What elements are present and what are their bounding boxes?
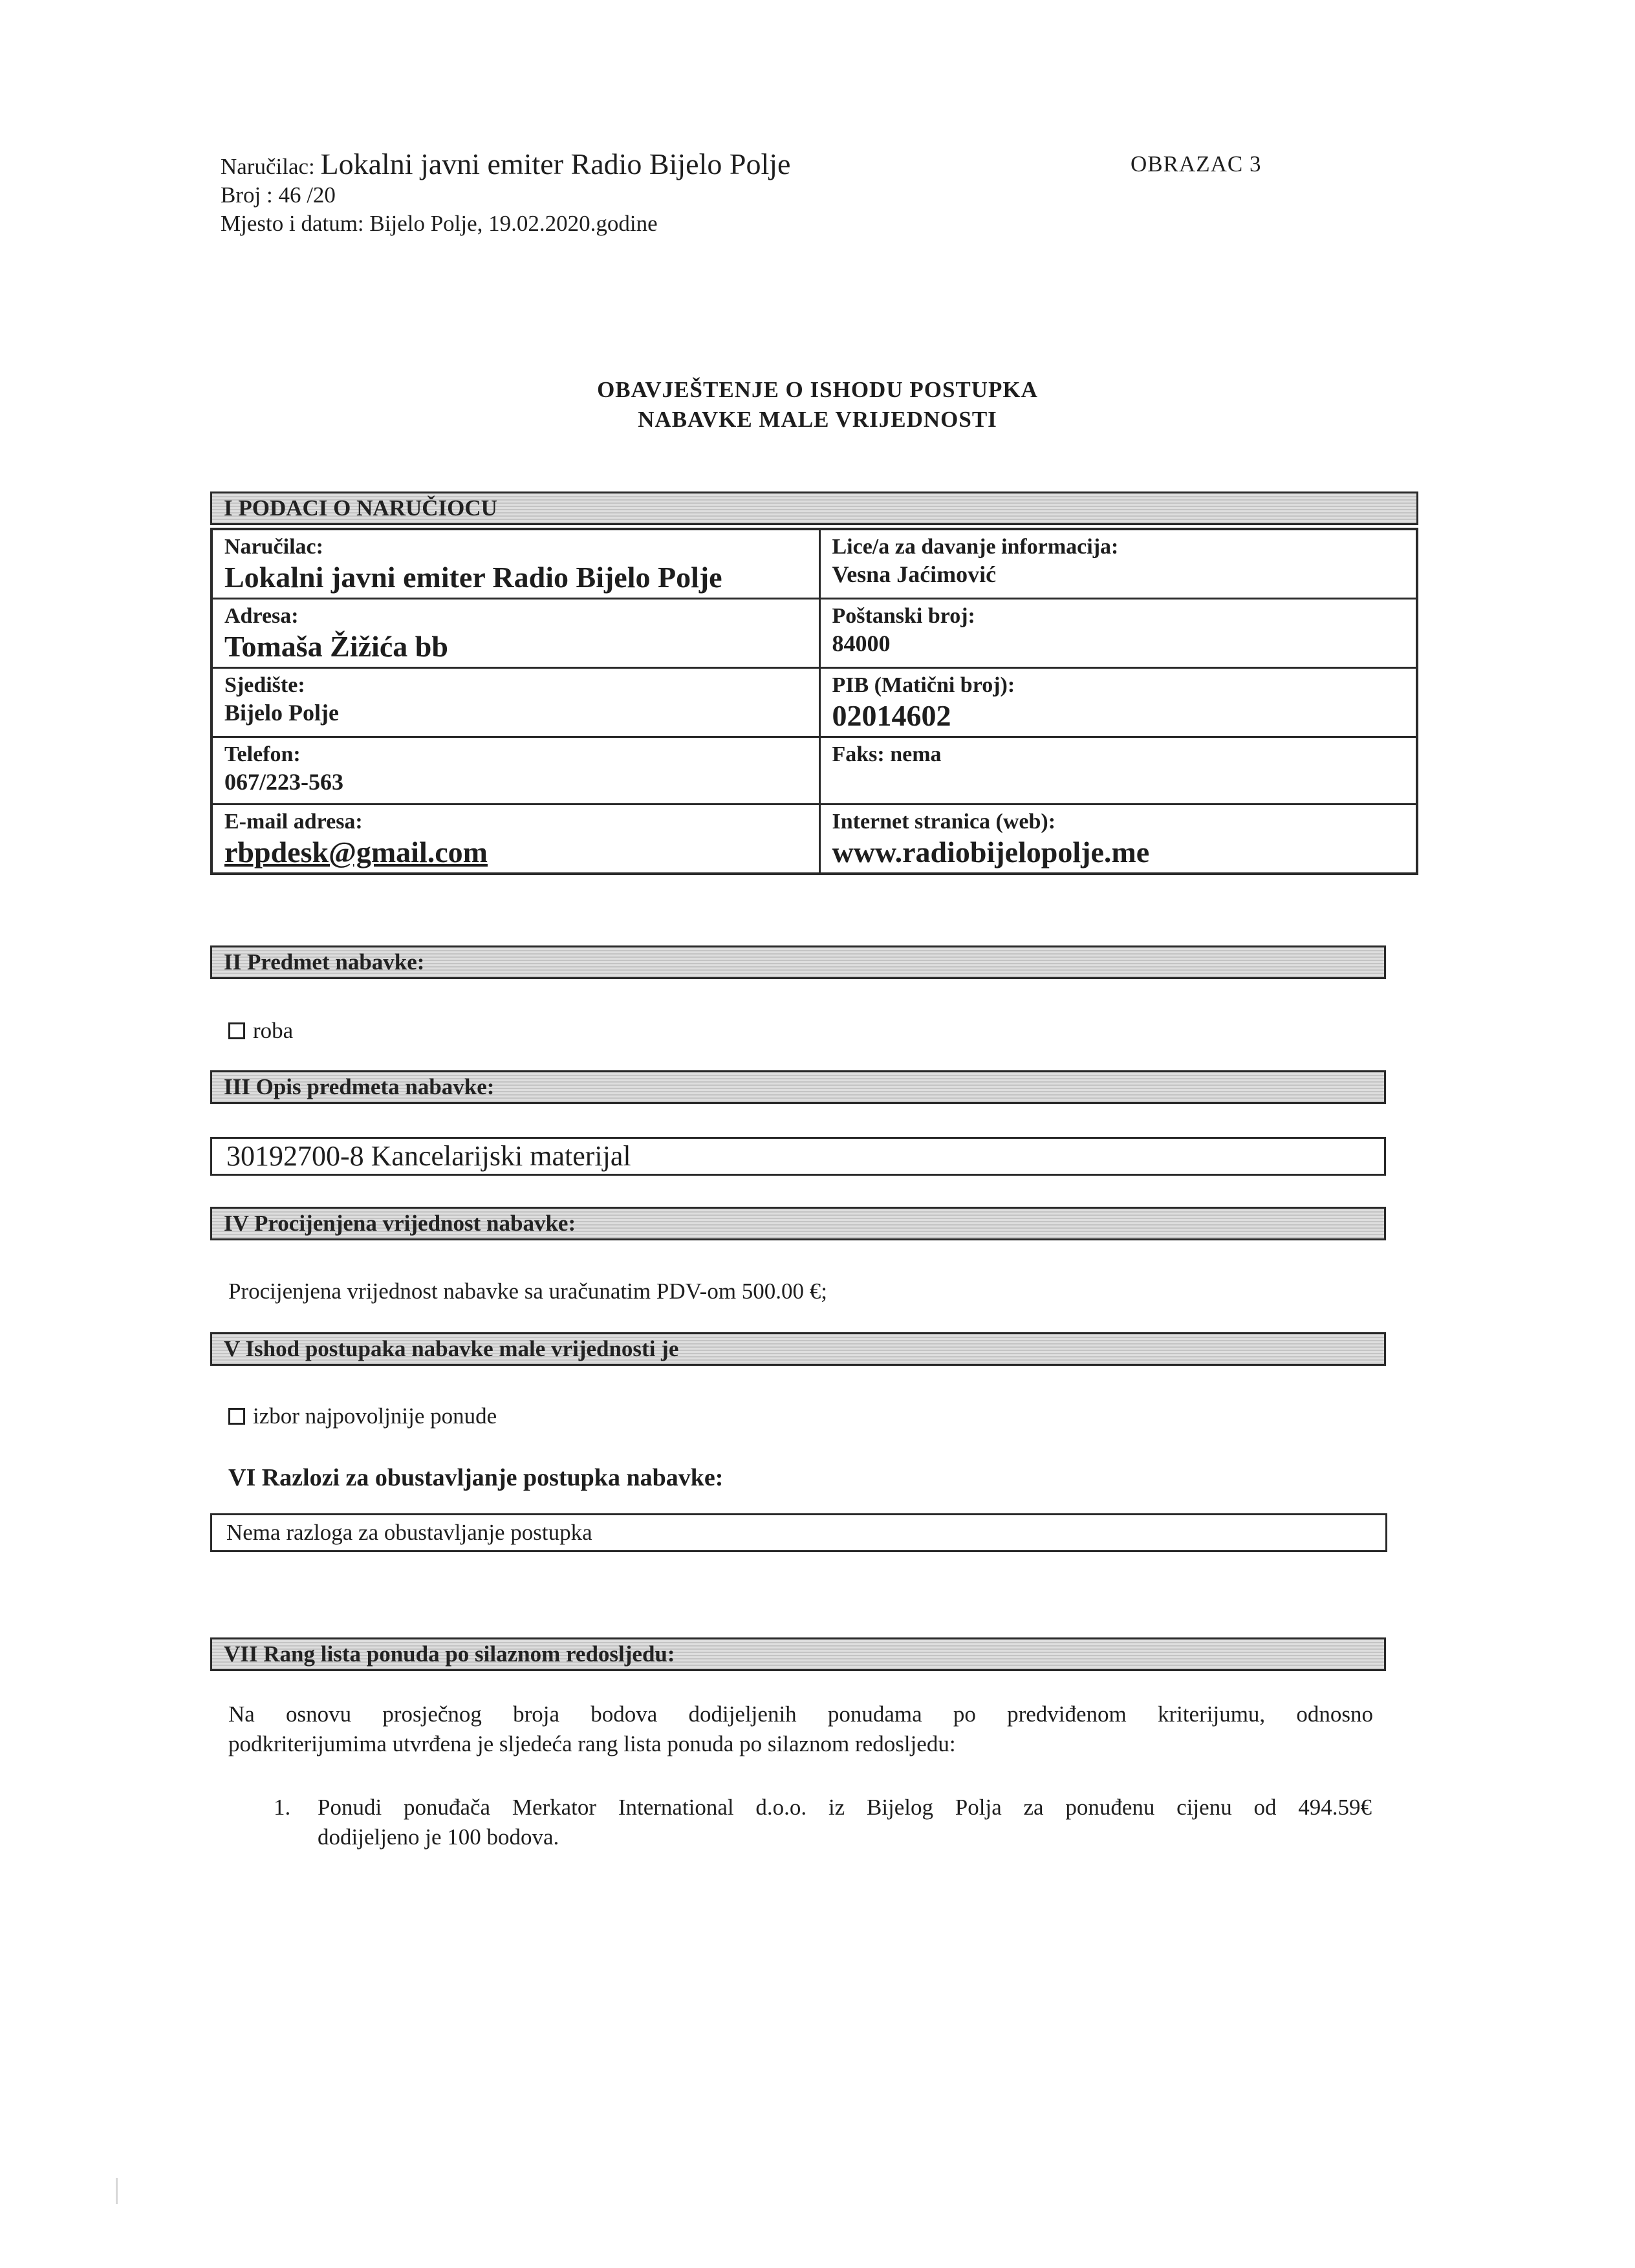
cell-value: Tomaša Žižića bb bbox=[224, 630, 448, 663]
cell-label: E-mail adresa: bbox=[224, 810, 363, 834]
checkbox-icon[interactable] bbox=[228, 1408, 245, 1425]
list-item-line: Ponudi ponuđača Merkator International d.o.o. iz Bijelog Polja za ponuđenu cijenu od 494.59€ bbox=[318, 1795, 1372, 1820]
document-title bbox=[0, 375, 1635, 435]
section-3-heading: III Opis predmeta nabavke: bbox=[210, 1070, 1386, 1104]
website-link[interactable]: www.radiobijelopolje.me bbox=[832, 836, 1150, 869]
list-item-text bbox=[318, 1793, 1372, 1852]
section-7-paragraph bbox=[228, 1700, 1373, 1759]
section-6-value-box bbox=[210, 1513, 1387, 1552]
table-cell bbox=[819, 529, 1417, 599]
scan-artifact bbox=[116, 2178, 118, 2204]
section-7-heading: VII Rang lista ponuda po silaznom redosljedu: bbox=[210, 1637, 1386, 1671]
cell-value: Vesna Jaćimović bbox=[832, 561, 997, 587]
contracting-authority-table bbox=[210, 528, 1418, 875]
cell-label: Lice/a za davanje informacija: bbox=[832, 535, 1119, 559]
table-cell bbox=[819, 668, 1417, 737]
list-item-line: dodijeljeno je 100 bodova. bbox=[318, 1824, 559, 1850]
section-5-option bbox=[228, 1402, 497, 1431]
paragraph-line: Na osnovu prosječnog broja bodova dodijeljenih ponudama po predviđenom kriterijumu, odnosno bbox=[228, 1701, 1373, 1727]
header-narucilac-label: Naručilac: bbox=[221, 154, 315, 179]
section-3-value: 30192700-8 Kancelarijski materijal bbox=[226, 1140, 631, 1172]
checkbox-icon[interactable] bbox=[228, 1022, 245, 1039]
table-row bbox=[211, 668, 1417, 737]
cell-value: Bijelo Polje bbox=[224, 700, 339, 726]
cell-label: Poštanski broj: bbox=[832, 604, 975, 628]
section-6-value: Nema razloga za obustavljanje postupka bbox=[226, 1520, 592, 1545]
form-number: OBRAZAC 3 bbox=[1131, 151, 1262, 177]
table-row bbox=[211, 737, 1417, 805]
table-row bbox=[211, 805, 1417, 874]
section-3-value-box bbox=[210, 1137, 1386, 1176]
section-6-heading: VI Razlozi za obustavljanje postupka nabavke: bbox=[228, 1464, 724, 1491]
header-broj: Broj : 46 /20 bbox=[221, 182, 336, 208]
header-narucilac-value: Lokalni javni emiter Radio Bijelo Polje bbox=[320, 147, 791, 180]
header-narucilac bbox=[221, 147, 791, 181]
list-item-number: 1. bbox=[274, 1795, 291, 1820]
table-row bbox=[211, 599, 1417, 668]
email-link[interactable]: rbpdesk@gmail.com bbox=[224, 836, 488, 869]
option-label: roba bbox=[253, 1018, 294, 1043]
title-line-1: OBAVJEŠTENJE O ISHODU POSTUPKA bbox=[597, 377, 1038, 402]
table-cell bbox=[211, 805, 819, 874]
table-cell bbox=[211, 737, 819, 805]
cell-value: 067/223-563 bbox=[224, 769, 343, 795]
section-2-option bbox=[228, 1017, 293, 1045]
cell-label: Internet stranica (web): bbox=[832, 810, 1056, 834]
section-1-heading: I PODACI O NARUČIOCU bbox=[210, 491, 1418, 525]
header-mjesto-datum: Mjesto i datum: Bijelo Polje, 19.02.2020.godine bbox=[221, 211, 658, 236]
option-label: izbor najpovoljnije ponude bbox=[253, 1403, 497, 1429]
section-2-heading: II Predmet nabavke: bbox=[210, 945, 1386, 979]
table-cell bbox=[211, 668, 819, 737]
cell-label: Telefon: bbox=[224, 742, 301, 766]
section-4-heading: IV Procijenjena vrijednost nabavke: bbox=[210, 1207, 1386, 1240]
table-cell bbox=[819, 599, 1417, 668]
paragraph-line: podkriterijumima utvrđena je sljedeća rang lista ponuda po silaznom redosljedu: bbox=[228, 1731, 956, 1756]
cell-label: Sjedište: bbox=[224, 673, 305, 697]
table-cell bbox=[211, 529, 819, 599]
cell-value: 02014602 bbox=[832, 699, 951, 732]
cell-label: Adresa: bbox=[224, 604, 299, 628]
cell-value: 84000 bbox=[832, 631, 891, 656]
header-block bbox=[221, 147, 791, 238]
cell-value: Lokalni javni emiter Radio Bijelo Polje bbox=[224, 561, 722, 594]
section-4-text: Procijenjena vrijednost nabavke sa uračunatim PDV-om 500.00 €; bbox=[228, 1279, 828, 1304]
table-cell bbox=[819, 737, 1417, 805]
section-5-heading: V Ishod postupaka nabavke male vrijednosti je bbox=[210, 1332, 1386, 1366]
title-line-2: NABAVKE MALE VRIJEDNOSTI bbox=[638, 407, 997, 432]
cell-label: Naručilac: bbox=[224, 535, 323, 559]
cell-label: Faks: nema bbox=[832, 742, 942, 766]
table-cell bbox=[819, 805, 1417, 874]
table-cell bbox=[211, 599, 819, 668]
table-row bbox=[211, 529, 1417, 599]
cell-label: PIB (Matični broj): bbox=[832, 673, 1015, 697]
